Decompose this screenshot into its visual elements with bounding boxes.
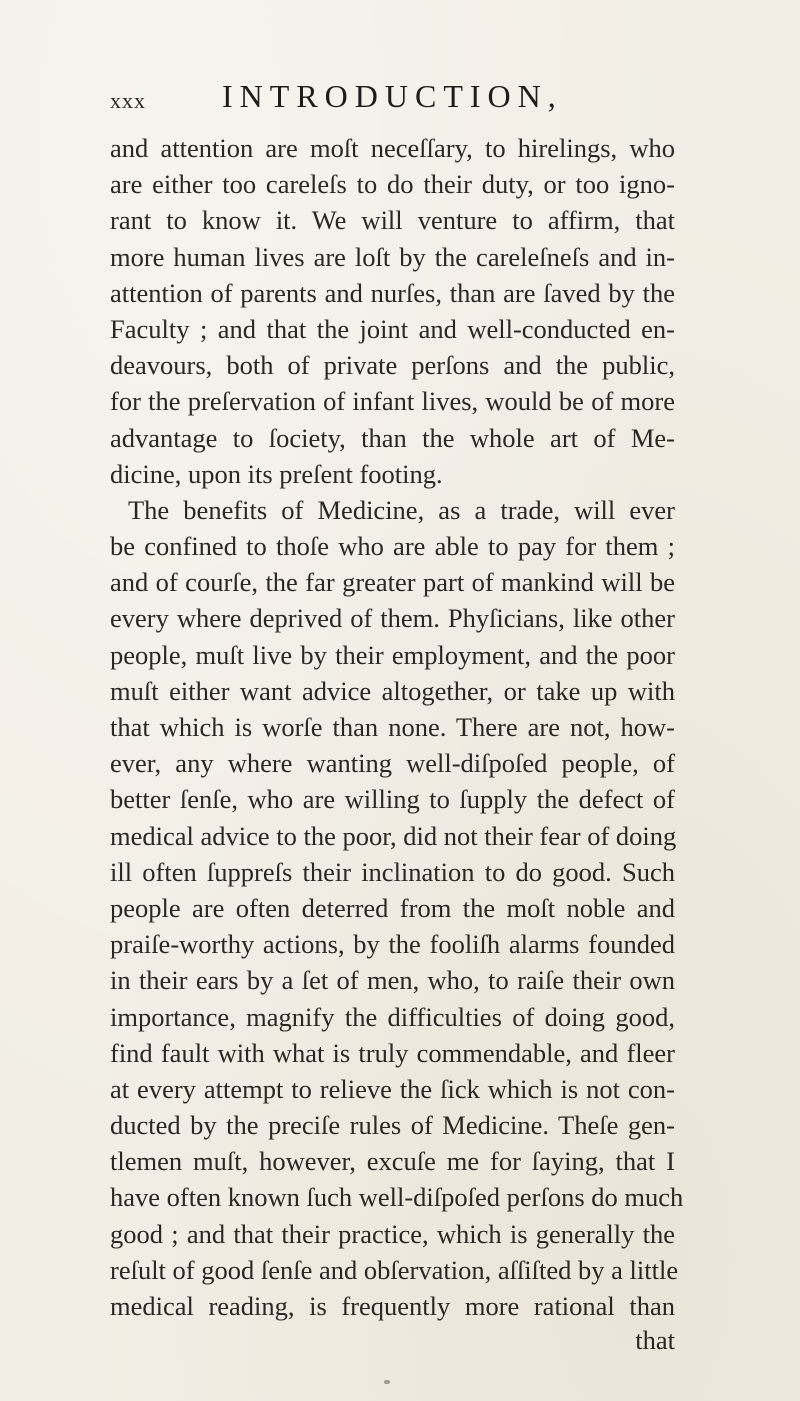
- text-line: ducted by the preciſe rules of Medicine. Theſe gen-: [110, 1110, 675, 1141]
- ink-mark: [384, 1380, 390, 1384]
- page-number: xxx: [110, 88, 146, 113]
- text-line: and attention are moſt neceſſary, to hirelings, who: [110, 133, 675, 163]
- text-line: rant to know it. We will venture to affirm, that: [110, 205, 675, 236]
- paragraph-start-line: The benefits of Medicine, as a trade, will ever: [128, 494, 675, 525]
- text-line: and of courſe, the far greater part of mankind will be: [110, 567, 675, 598]
- text-line: that which is worſe than none. There are not, how-: [110, 712, 675, 742]
- text-line: are either too careleſs to do their duty, or too igno-: [110, 169, 675, 200]
- text-line: praiſe-worthy actions, by the fooliſh alarms founded: [110, 929, 675, 960]
- text-line: good ; and that their practice, which is generally the: [110, 1218, 675, 1249]
- text-line: better ſenſe, who are willing to ſupply the defect of: [110, 784, 675, 815]
- text-line: at every attempt to relieve the ſick which is not con-: [110, 1073, 675, 1104]
- text-line: ever, any where wanting well-diſpoſed people, of: [110, 748, 675, 779]
- text-line: ill often ſuppreſs their inclination to do good. Such: [110, 856, 675, 887]
- page-header: [110, 78, 670, 118]
- catchword: that: [635, 1325, 675, 1355]
- text-line: be confined to thoſe who are able to pay for them ;: [110, 531, 675, 562]
- text-line: reſult of good ſenſe and obſervation, aſſiſted by a little: [110, 1254, 679, 1285]
- text-line: advantage to ſociety, than the whole art of Me-: [110, 422, 675, 453]
- body-text: [110, 130, 684, 1324]
- text-line: more human lives are loſt by the careleſneſs and in-: [110, 241, 675, 272]
- text-line: attention of parents and nurſes, than are ſaved by the: [110, 277, 675, 308]
- text-line: medical reading, is frequently more rational than: [110, 1291, 675, 1321]
- text-line: tlemen muſt, however, excuſe me for ſaying, that I: [110, 1146, 675, 1177]
- paragraph-end-line: dicine, upon its preſent footing.: [110, 458, 443, 489]
- text-line: muſt either want advice altogether, or take up with: [110, 675, 675, 706]
- text-line: Faculty ; and that the joint and well-conducted en-: [110, 313, 675, 344]
- text-line: find fault with what is truly commendable, and fleer: [110, 1037, 675, 1068]
- text-line: have often known ſuch well-diſpoſed perſons do much: [110, 1182, 684, 1213]
- text-line: people are often deterred from the moſt noble and: [110, 892, 675, 923]
- text-line: for the preſervation of infant lives, would be of more: [110, 386, 675, 417]
- text-line: in their ears by a ſet of men, who, to raiſe their own: [110, 965, 675, 996]
- text-line: deavours, both of private perſons and the public,: [110, 350, 675, 381]
- text-line: people, muſt live by their employment, and the poor: [110, 639, 675, 670]
- text-line: every where deprived of them. Phyſicians, like other: [110, 603, 675, 634]
- text-line: importance, magnify the difficulties of doing good,: [110, 1001, 675, 1032]
- text-line: medical advice to the poor, did not their fear of doing: [110, 820, 677, 851]
- running-head: INTRODUCTION,: [222, 78, 563, 114]
